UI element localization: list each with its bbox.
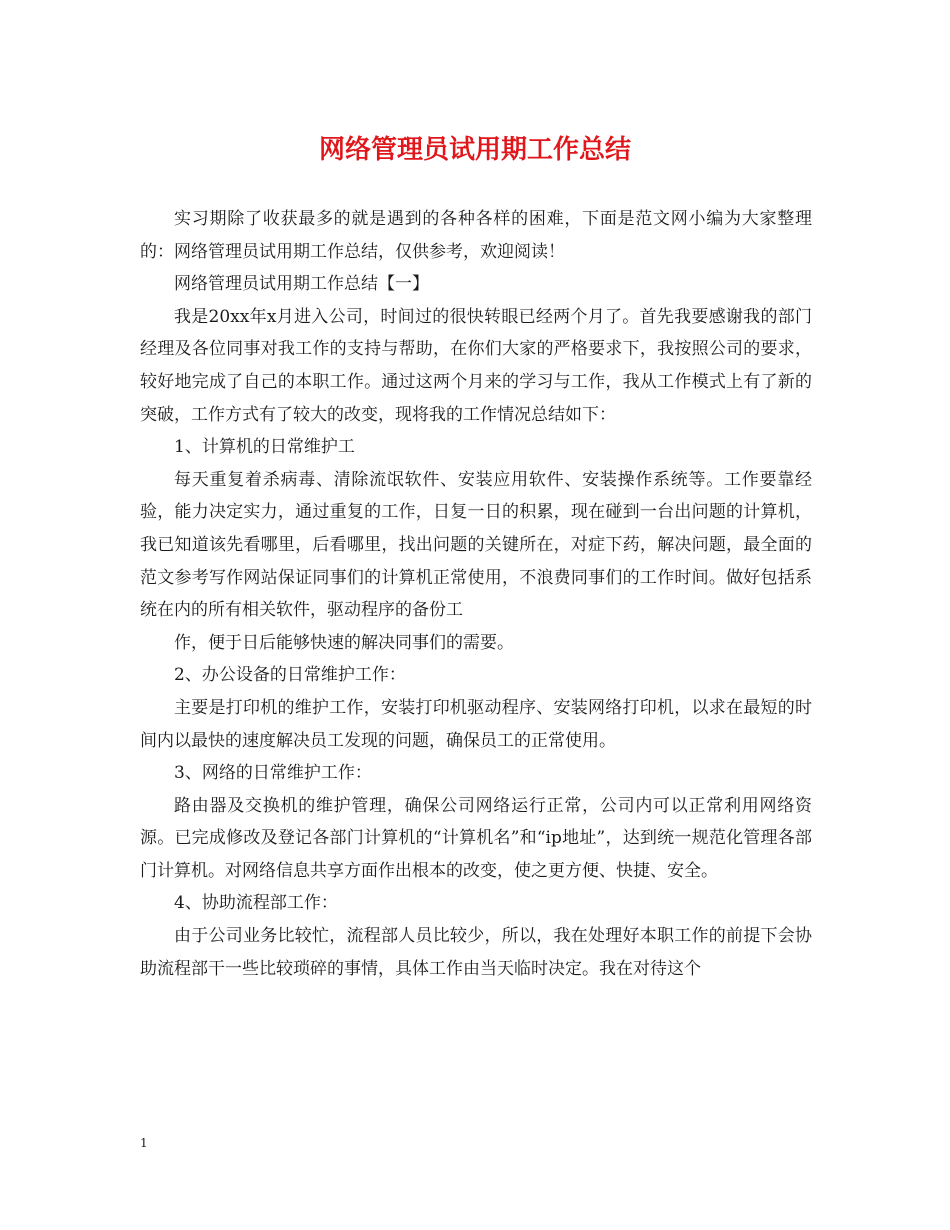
page-number: 1 xyxy=(140,1136,148,1150)
section-heading: 网络管理员试用期工作总结【一】 xyxy=(174,274,429,295)
document-title: 网络管理员试用期工作总结 xyxy=(318,135,631,165)
list-heading-2: 2、办公设备的日常维护工作： xyxy=(174,665,406,686)
body-paragraph: 由于公司业务比较忙，流程部人员比较少，所以，我在处理好本职工作的前提下会协助流程部干一些比较琐碎的事情，具体工作由当天临时决定。我在对待这个 xyxy=(140,926,812,979)
intro-paragraph: 实习期除了收获最多的就是遇到的各种各样的困难，下面是范文网小编为大家整理的：网络管理员试用期工作总结，仅供参考，欢迎阅读！ xyxy=(140,209,812,262)
document-body xyxy=(140,203,812,985)
body-paragraph: 我是20xx年x月进入公司，时间过的很快转眼已经两个月了。首先我要感谢我的部门经理及各位同事对我工作的支持与帮助，在你们大家的严格要求下，我按照公司的要求，较好地完成了自己的本职工作。通过这两个月来的学习与工作，我从工作模式上有了新的突破，工作方式有了较大的改变，现将我的工作情况总结如下： xyxy=(140,306,812,425)
list-heading-4: 4、协助流程部工作： xyxy=(174,893,338,914)
list-heading-3: 3、网络的日常维护工作： xyxy=(174,763,372,784)
list-heading-1: 1、计算机的日常维护工 xyxy=(174,437,355,458)
body-paragraph: 作，便于日后能够快速的解决同事们的需要。 xyxy=(174,632,514,653)
body-paragraph: 路由器及交换机的维护管理，确保公司网络运行正常，公司内可以正常利用网络资源。已完成修改及登记各部门计算机的“计算机名”和“ip地址”，达到统一规范化管理各部门计算机。对网络信息共享方面作出根本的改变，使之更方便、快捷、安全。 xyxy=(140,795,812,881)
body-paragraph: 每天重复着杀病毒、清除流氓软件、安装应用软件、安装操作系统等。工作要靠经验，能力决定实力，通过重复的工作，日复一日的积累，现在碰到一台出问题的计算机，我已知道该先看哪里，后看哪里，找出问题的关键所在，对症下药，解决问题，最全面的范文参考写作网站保证同事们的计算机正常使用，不浪费同事们的工作时间。做好包括系统在内的所有相关软件，驱动程序的备份工 xyxy=(140,469,812,621)
body-paragraph: 主要是打印机的维护工作，安装打印机驱动程序、安装网络打印机，以求在最短的时间内以最快的速度解决员工发现的问题，确保员工的正常使用。 xyxy=(140,697,812,751)
